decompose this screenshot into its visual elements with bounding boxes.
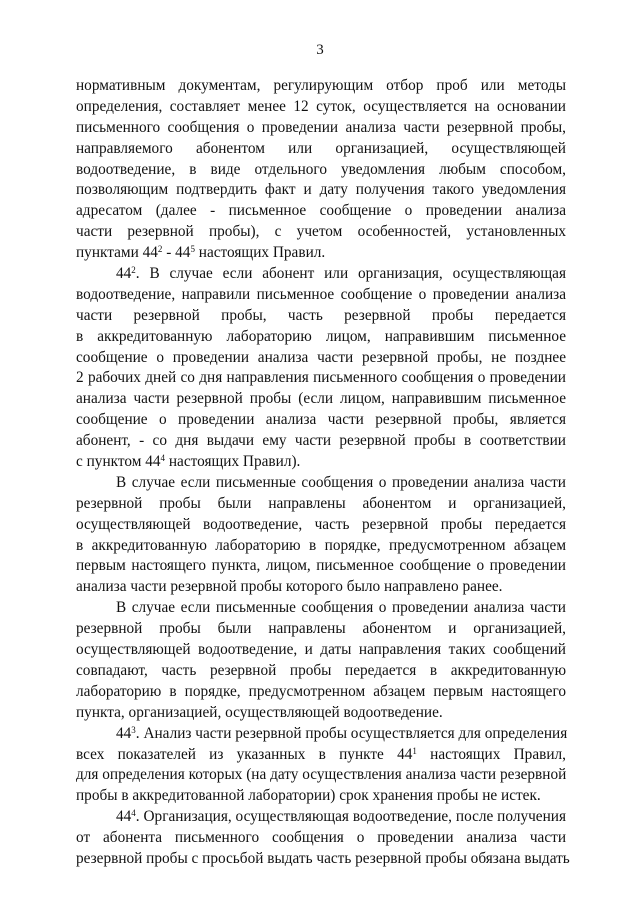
text-line: лабораторию в порядке, предусмотренном абзацем первым настоящего [76, 682, 566, 700]
text-line: совпадают, часть резервной пробы передается в аккредитованную [76, 661, 566, 679]
text-line: В случае если письменные сообщения о проведении анализа части [116, 473, 566, 491]
text-line: части резервной пробы), с учетом особенностей, установленных [76, 223, 566, 241]
text-line: для определения которых (на дату осуществления анализа части резервной [76, 766, 567, 784]
text-line: нормативным документам, регулирующим отбор проб или методы [76, 77, 566, 94]
text-line: в аккредитованную лабораторию в порядке, предусмотренном абзацем [76, 536, 566, 554]
text-line: сообщение о проведении анализа части резервной пробы, не позднее [76, 348, 566, 366]
text-line: водоотведение, направили письменное сообщение о проведении анализа [76, 285, 566, 303]
text-line: позволяющим подтвердить факт и дату получения такого уведомления [76, 181, 566, 199]
text-line: анализа части резервной пробы которого было направлено ранее. [76, 578, 503, 596]
document-body [76, 76, 570, 870]
text-line: направляемого абонентом или организацией, осуществляющей [76, 139, 566, 157]
text-line: резервной пробы с просьбой выдать часть резервной пробы обязана выдать [76, 849, 570, 867]
text-line: всех показателей из указанных в пункте $44^1$ настоящих Правил, [76, 745, 566, 763]
text-line: определения, составляет менее 12 суток, осуществляется на основании [76, 97, 566, 115]
text-line: осуществляющей водоотведение, и даты направления таких сообщений [76, 641, 566, 659]
text-line: от абонента письменного сообщения о проведении анализа части [76, 829, 566, 847]
text-line: $44^2$. В случае если абонент или организация, осуществляющая [116, 265, 566, 283]
text-line: сообщение о проведении анализа части резервной пробы, является [76, 411, 566, 429]
text-line: резервной пробы были направлены абонентом и организацией, [76, 494, 566, 512]
text-line: абонент, - со дня выдачи ему части резервной пробы в соответствии [76, 432, 566, 450]
text-line: резервной пробы были направлены абонентом и организацией, [76, 620, 566, 638]
text-line: с пунктом $44^4$ настоящих Правил). [76, 453, 301, 471]
text-line: части резервной пробы, часть резервной пробы передается [76, 306, 566, 324]
text-line: В случае если письменные сообщения о проведении анализа части [116, 599, 566, 617]
text-line: водоотведение, в виде отдельного уведомления любым способом, [76, 160, 566, 178]
text-line: адресатом (далее - письменное сообщение о проведении анализа [76, 202, 566, 220]
text-line: анализа части резервной пробы (если лицом, направившим письменное [76, 390, 566, 408]
text-line: $44^3$. Анализ части резервной пробы осуществляется для определения [116, 724, 568, 742]
text-line: 2 рабочих дней со дня направления письменного сообщения о проведении [76, 369, 566, 387]
text-line: пункта, организацией, осуществляющей водоотведение. [76, 703, 443, 721]
text-line: письменного сообщения о проведении анализа части резервной пробы, [76, 118, 566, 136]
text-line: пробы в аккредитованной лаборатории) срок хранения пробы не истек. [76, 787, 541, 805]
text-line: в аккредитованную лабораторию лицом, направившим письменное [76, 327, 566, 345]
text-line: первым настоящего пункта, лицом, письменное сообщение о проведении [76, 557, 566, 575]
page-number: 3 [316, 42, 324, 58]
text-line: пунктами $44^2 - 44^5$ настоящих Правил. [76, 244, 326, 262]
text-line: $44^4$. Организация, осуществляющая водоотведение, после получения [116, 808, 566, 826]
text-line: осуществляющей водоотведение, часть резервной пробы передается [76, 515, 566, 533]
